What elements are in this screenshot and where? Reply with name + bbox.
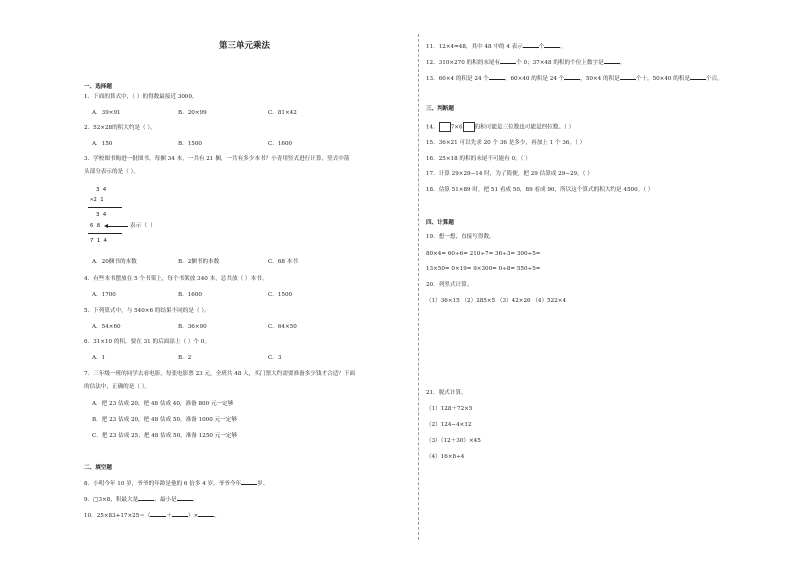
q7-option-c: C．把 23 估成 25，把 48 估成 50，准备 1250 元一定够 — [92, 433, 238, 439]
q16: 16．25×18 的积的末尾不可能有 0。（ ） — [426, 156, 531, 162]
vert-rule-1 — [88, 207, 122, 208]
q1-option-c: C．81×42 — [268, 110, 297, 116]
q18: 18．估算 51×89 时，把 51 看成 50，89 看成 90，所以这个算式的积大约是 4500。（ ） — [426, 187, 654, 193]
q4-option-a: A．1700 — [92, 292, 116, 298]
q4-option-c: C．1500 — [268, 292, 293, 298]
q7-stem-line1: 7．三年级一班的同学去看电影，每张电影票 23 元，全班共 48 人，买门票大约需要准备多少钱才合适？下面 — [84, 371, 356, 377]
q5-option-c: C．64×50 — [268, 324, 297, 330]
answer-blank[interactable] — [564, 74, 580, 80]
q1-option-b: B．20×99 — [178, 110, 207, 116]
q8-text: 8．小明今年 10 岁，爷爷的年龄是他的 6 倍多 4 岁，爷爷今年 — [84, 481, 242, 487]
q6-option-a: A．1 — [92, 355, 106, 361]
q11-text: 11．12×4=48，其中 48 中的 4 表示 — [426, 44, 523, 50]
q6-option-b: B．2 — [178, 355, 192, 361]
q21-item-3: （3）（12＋30）×45 — [426, 438, 481, 444]
q3-option-b: B．2捆书的本数 — [178, 259, 220, 265]
vert-partial-1: 3 4 — [96, 212, 107, 218]
q3-stem-line2: 头部分表示的是（ ）。 — [84, 169, 139, 175]
q5-option-a: A．54×60 — [92, 324, 121, 330]
q7-stem-line2: 的估法中，正确的是（ ）。 — [84, 384, 151, 390]
q13-mid-1: ，60×40 的积是 24 个 — [504, 76, 565, 82]
q14-number: 14． — [426, 124, 439, 131]
q3-stem-line1: 3．学校图书购进一批图书，每捆 34 本，一共有 21 捆，一共有多少本书？小青用竖式进行计算，竖式中箭 — [84, 156, 350, 162]
q20-stem: 20．列竖式计算。 — [426, 282, 473, 288]
section-heading-calc: 四、计算题 — [426, 220, 454, 226]
answer-blank[interactable] — [241, 479, 257, 485]
answer-blank[interactable] — [198, 511, 214, 517]
q1-stem: 1．下面的算式中，（ ）的得数最接近 3000。 — [84, 94, 198, 100]
q13-mid-2: ，50×4 的积是 — [580, 76, 620, 82]
q19-stem: 19．想一想，直接写得数。 — [426, 234, 495, 240]
q9 — [84, 495, 198, 504]
q14 — [426, 122, 574, 132]
section-heading-judge: 三、判断题 — [426, 106, 454, 112]
q2-option-b: B．1500 — [178, 141, 202, 147]
q3-option-a: A．20捆书的本数 — [92, 259, 137, 265]
q21-stem: 21．脱式计算。 — [426, 390, 467, 396]
digit-box[interactable] — [439, 122, 451, 132]
q7-option-a: A．把 23 估成 20，把 48 估成 40，准备 800 元一定够 — [92, 401, 234, 407]
q10-suffix: 。 — [214, 513, 220, 519]
answer-blank[interactable] — [177, 495, 193, 501]
q13 — [426, 74, 723, 83]
arrow-line — [106, 226, 128, 227]
q6-option-c: C．3 — [268, 355, 282, 361]
q9-text: 9．□3×8，积最大是 — [84, 497, 139, 503]
q19-row-1: 80×4= 60÷6= 210÷7= 36÷3= 300÷5= — [426, 251, 541, 257]
q2-option-c: C．1600 — [268, 141, 293, 147]
q4-option-b: B．1600 — [178, 292, 202, 298]
section-heading-choice: 一、选择题 — [84, 84, 112, 90]
answer-blank[interactable] — [138, 495, 154, 501]
q2-option-a: A．150 — [92, 141, 113, 147]
answer-blank[interactable] — [150, 511, 166, 517]
q12 — [426, 58, 625, 67]
q13-suffix: 个百。 — [706, 76, 723, 82]
answer-blank[interactable] — [172, 511, 188, 517]
q10-plus: ＋ — [166, 513, 173, 519]
q19-row-2: 13×50= 0×19= 9×300= 0÷8= 550÷5= — [426, 266, 541, 272]
q17: 17．计算 29×29−14 时，为了简便，把 29 估算成 29−29。（ ） — [426, 171, 593, 177]
answer-blank[interactable] — [544, 42, 560, 48]
q15: 15．36×21 可以先求 20 个 36 是多少，再加上 1 个 36。（ ） — [426, 140, 586, 146]
q2-stem: 2．52×28的积大约是（ ）。 — [84, 125, 156, 131]
vert-result: 7 1 4 — [90, 238, 107, 244]
answer-blank[interactable] — [690, 74, 706, 80]
q9-mid: ，最小是 — [154, 497, 177, 503]
q10-times: ）× — [188, 513, 199, 519]
q10-text: 10．25×83+17×25＝（ — [84, 513, 151, 519]
vert-multiplicand: 3 4 — [96, 187, 107, 193]
column-divider — [418, 34, 419, 540]
vert-rule-2 — [88, 233, 122, 234]
q11-suffix: 。 — [560, 44, 567, 50]
q13-text: 13．60×4 的积是 24 个 — [426, 76, 489, 82]
q21-item-1: （1）128＋72×5 — [426, 406, 473, 412]
page-title: 第三单元乘法 — [219, 41, 271, 51]
vert-multiplier: ×2 1 — [90, 197, 104, 203]
answer-blank[interactable] — [620, 74, 636, 80]
q8 — [84, 479, 268, 488]
answer-blank[interactable] — [604, 58, 620, 64]
arrow-label: 表示（ ） — [130, 223, 156, 229]
q4-stem: 4．有些本书摆放在 5 个书架上，每个书架放 340 本，总共放（ ）本书。 — [84, 276, 268, 282]
section-heading-fill: 二、填空题 — [84, 465, 112, 471]
answer-blank[interactable] — [489, 74, 505, 80]
q6-stem: 6．31×10 的积，要在 31 的后面添上（ ）个 0。 — [84, 339, 210, 345]
vert-partial-2: 6 8 — [90, 223, 101, 229]
q20-items: （1）36×15 （2）285×5 （3）42×26 （4）522×4 — [426, 298, 567, 304]
q8-suffix: 岁。 — [257, 481, 269, 487]
q12-text: 12．310×270 的积的末尾有 — [426, 60, 501, 66]
q5-option-b: B．36×90 — [178, 324, 207, 330]
answer-blank[interactable] — [523, 42, 539, 48]
q21-item-4: （4）16×8÷4 — [426, 454, 465, 460]
q5-stem: 5．下列算式中，与 540×6 的结果不同的是（ ）。 — [84, 308, 210, 314]
q11 — [426, 42, 566, 51]
q14-mid: 7×6 — [450, 124, 463, 131]
q13-mid-3: 个十，50×40 的积是 — [635, 76, 691, 82]
q3-option-c: C．68 本书 — [268, 259, 298, 265]
q10 — [84, 511, 220, 520]
q21-item-2: （2）124−4×12 — [426, 422, 472, 428]
q9-suffix: 。 — [192, 497, 199, 503]
q12-suffix: 。 — [619, 60, 626, 66]
answer-blank[interactable] — [500, 58, 516, 64]
q1-option-a: A．39×91 — [92, 110, 121, 116]
q12-mid: 个 0；37×48 的积的个位上数字是 — [516, 60, 604, 66]
digit-box[interactable] — [463, 122, 475, 132]
q11-mid: 个 — [538, 44, 545, 50]
q14-text: 的积可能是三位数也可能是四位数。（ ） — [474, 124, 575, 131]
q7-option-b: B．把 23 估成 20，把 48 估成 50，准备 1000 元一定够 — [92, 417, 237, 423]
